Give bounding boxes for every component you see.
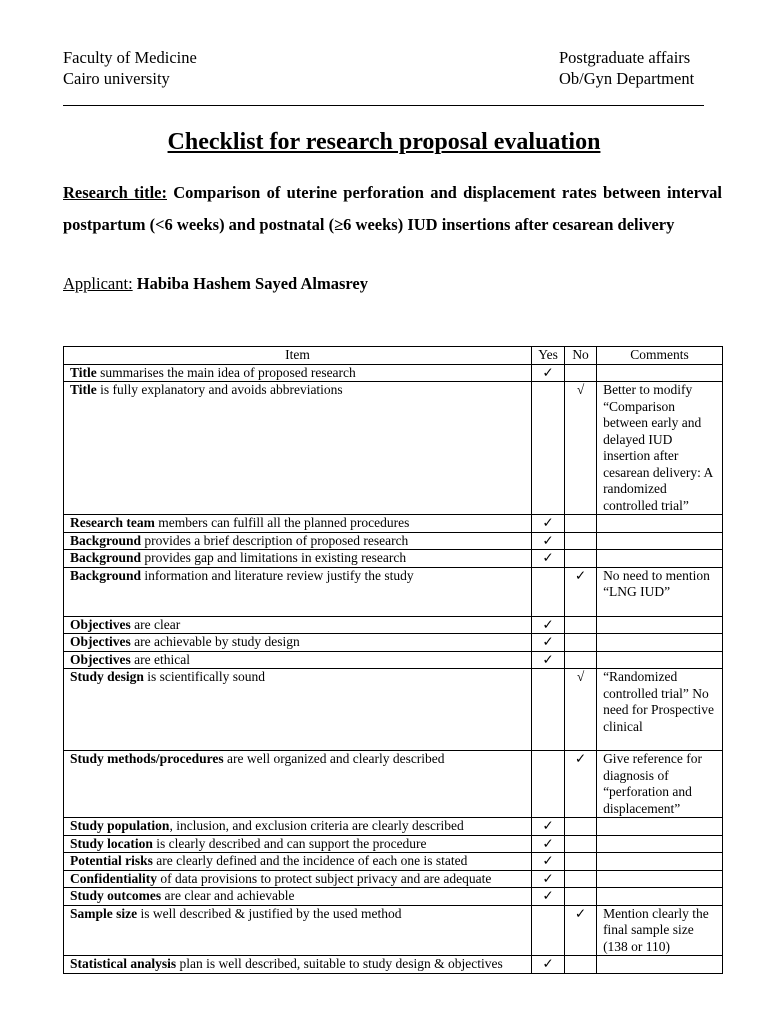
- item-description: is well described & justified by the used method: [137, 905, 402, 921]
- no-checkmark-cell: [565, 550, 597, 568]
- comment-cell: [597, 532, 723, 550]
- item-cell: [64, 382, 532, 515]
- item-cell: [64, 751, 532, 818]
- yes-checkmark-cell: ✓: [532, 818, 565, 836]
- no-checkmark-cell: [565, 835, 597, 853]
- item-description: are clear and achievable: [161, 888, 295, 903]
- yes-checkmark-cell: ✓: [532, 956, 565, 974]
- table-row: [64, 567, 723, 616]
- comment-cell: [597, 870, 723, 888]
- header-yes: Yes: [532, 347, 565, 365]
- no-checkmark-cell: [565, 634, 597, 652]
- item-description: is clearly described and can support the procedure: [152, 835, 427, 851]
- table-row: [64, 364, 723, 382]
- item-description: provides a brief description of proposed research: [141, 532, 409, 548]
- comment-cell: [597, 956, 723, 974]
- applicant: [63, 274, 368, 294]
- item-cell: [64, 532, 532, 550]
- table-row: [64, 870, 723, 888]
- no-checkmark-cell: [565, 853, 597, 871]
- item-keyword: Study location: [70, 835, 153, 851]
- table-row: [64, 515, 723, 533]
- yes-checkmark-cell: ✓: [532, 532, 565, 550]
- comment-cell: [597, 651, 723, 669]
- comment-cell: No need to mention “LNG IUD”: [597, 567, 723, 616]
- comment-cell: Better to modify “Comparison between early and delayed IUD insertion after cesarean delivery: A randomized controlled trial”: [597, 382, 723, 515]
- yes-checkmark-cell: ✓: [532, 870, 565, 888]
- item-cell: [64, 888, 532, 906]
- item-keyword: Objectives: [70, 634, 131, 649]
- yes-checkmark-cell: ✓: [532, 634, 565, 652]
- item-keyword: Title: [70, 382, 97, 397]
- no-checkmark-cell: [565, 364, 597, 382]
- applicant-name: Habiba Hashem Sayed Almasrey: [136, 274, 368, 293]
- comment-cell: [597, 364, 723, 382]
- header-comments: Comments: [597, 347, 723, 365]
- research-title-text: Comparison of uterine perforation and displacement rates between interval postpartum (<6 weeks) and postnatal (≥6 weeks) IUD insertions after cesarean delivery: [63, 183, 722, 234]
- table-row: [64, 616, 723, 634]
- comment-cell: [597, 853, 723, 871]
- item-keyword: Study outcomes: [70, 888, 162, 903]
- item-cell: [64, 870, 532, 888]
- item-description: members can fulfill all the planned procedures: [154, 515, 410, 530]
- yes-checkmark-cell: [532, 905, 565, 956]
- item-description: are well organized and clearly described: [223, 751, 445, 766]
- table-row: [64, 382, 723, 515]
- item-description: are ethical: [130, 651, 190, 667]
- item-cell: [64, 669, 532, 751]
- table-row: [64, 634, 723, 652]
- item-keyword: Title: [70, 364, 97, 380]
- item-keyword: Research team: [70, 515, 155, 530]
- no-checkmark-cell: ✓: [565, 567, 597, 616]
- table-row: [64, 835, 723, 853]
- item-cell: [64, 956, 532, 974]
- header-item: Item: [64, 347, 532, 365]
- item-description: are clearly defined and the incidence of each one is stated: [152, 853, 468, 868]
- item-keyword: Background: [70, 550, 142, 565]
- item-description: of data provisions to protect subject privacy and are adequate: [157, 870, 492, 886]
- item-cell: [64, 634, 532, 652]
- comment-cell: [597, 550, 723, 568]
- item-cell: [64, 651, 532, 669]
- item-keyword: Objectives: [70, 651, 131, 667]
- comment-cell: [597, 818, 723, 836]
- item-description: are clear: [130, 616, 181, 632]
- no-checkmark-cell: √: [565, 669, 597, 751]
- table-row: [64, 751, 723, 818]
- item-description: information and literature review justify the study: [141, 567, 414, 583]
- no-checkmark-cell: [565, 616, 597, 634]
- research-title: [63, 177, 722, 241]
- item-cell: [64, 853, 532, 871]
- yes-checkmark-cell: ✓: [532, 853, 565, 871]
- table-row: [64, 888, 723, 906]
- item-cell: [64, 616, 532, 634]
- item-description: , inclusion, and exclusion criteria are clearly described: [169, 818, 464, 833]
- table-row: [64, 818, 723, 836]
- item-description: plan is well described, suitable to study design & objectives: [176, 956, 503, 971]
- item-keyword: Statistical analysis: [70, 956, 177, 971]
- item-cell: [64, 550, 532, 568]
- yes-checkmark-cell: ✓: [532, 364, 565, 382]
- yes-checkmark-cell: [532, 751, 565, 818]
- table-row: [64, 956, 723, 974]
- no-checkmark-cell: √: [565, 382, 597, 515]
- item-description: is fully explanatory and avoids abbreviations: [96, 382, 343, 397]
- page-title: Checklist for research proposal evaluation: [167, 129, 601, 155]
- no-checkmark-cell: [565, 515, 597, 533]
- no-checkmark-cell: ✓: [565, 751, 597, 818]
- university-line: Cairo university: [63, 69, 170, 88]
- table-row: [64, 550, 723, 568]
- item-keyword: Study methods/procedures: [70, 751, 224, 766]
- comment-cell: Mention clearly the final sample size (138 or 110): [597, 905, 723, 956]
- research-title-label: Research title:: [63, 183, 167, 202]
- yes-checkmark-cell: ✓: [532, 616, 565, 634]
- item-description: summarises the main idea of proposed research: [96, 364, 356, 380]
- affairs-line: Postgraduate affairs: [559, 48, 691, 67]
- faculty-line: Faculty of Medicine: [63, 48, 197, 67]
- header-no: No: [565, 347, 597, 365]
- comment-cell: [597, 515, 723, 533]
- yes-checkmark-cell: ✓: [532, 550, 565, 568]
- yes-checkmark-cell: ✓: [532, 888, 565, 906]
- item-cell: [64, 567, 532, 616]
- item-description: are achievable by study design: [130, 634, 300, 649]
- item-keyword: Objectives: [70, 616, 131, 632]
- item-keyword: Potential risks: [70, 853, 153, 868]
- item-cell: [64, 818, 532, 836]
- table-row: [64, 651, 723, 669]
- item-keyword: Background: [70, 567, 142, 583]
- item-cell: [64, 835, 532, 853]
- yes-checkmark-cell: [532, 669, 565, 751]
- no-checkmark-cell: ✓: [565, 905, 597, 956]
- applicant-label: Applicant:: [63, 274, 133, 293]
- item-description: provides gap and limitations in existing research: [141, 550, 407, 565]
- yes-checkmark-cell: [532, 567, 565, 616]
- comment-cell: Give reference for diagnosis of “perforation and displacement”: [597, 751, 723, 818]
- yes-checkmark-cell: ✓: [532, 651, 565, 669]
- yes-checkmark-cell: ✓: [532, 835, 565, 853]
- item-keyword: Study design: [70, 669, 144, 684]
- table-row: [64, 853, 723, 871]
- table-row: [64, 905, 723, 956]
- item-description: is scientifically sound: [143, 669, 266, 684]
- evaluation-table: [63, 346, 723, 974]
- item-cell: [64, 515, 532, 533]
- comment-cell: [597, 616, 723, 634]
- comment-cell: [597, 835, 723, 853]
- yes-checkmark-cell: ✓: [532, 515, 565, 533]
- header-divider: [63, 105, 704, 106]
- no-checkmark-cell: [565, 956, 597, 974]
- item-keyword: Background: [70, 532, 142, 548]
- item-cell: [64, 364, 532, 382]
- table-row: [64, 532, 723, 550]
- item-keyword: Confidentiality: [70, 870, 158, 886]
- no-checkmark-cell: [565, 818, 597, 836]
- comment-cell: [597, 888, 723, 906]
- item-keyword: Study population: [70, 818, 170, 833]
- department-line: Ob/Gyn Department: [559, 69, 695, 88]
- yes-checkmark-cell: [532, 382, 565, 515]
- no-checkmark-cell: [565, 870, 597, 888]
- no-checkmark-cell: [565, 651, 597, 669]
- item-cell: [64, 905, 532, 956]
- comment-cell: “Randomized controlled trial” No need for Prospective clinical: [597, 669, 723, 751]
- no-checkmark-cell: [565, 532, 597, 550]
- comment-cell: [597, 634, 723, 652]
- table-row: [64, 669, 723, 751]
- table-header-row: [64, 347, 723, 365]
- no-checkmark-cell: [565, 888, 597, 906]
- header-right: [559, 47, 694, 89]
- item-keyword: Sample size: [70, 905, 138, 921]
- header-left: [63, 47, 197, 89]
